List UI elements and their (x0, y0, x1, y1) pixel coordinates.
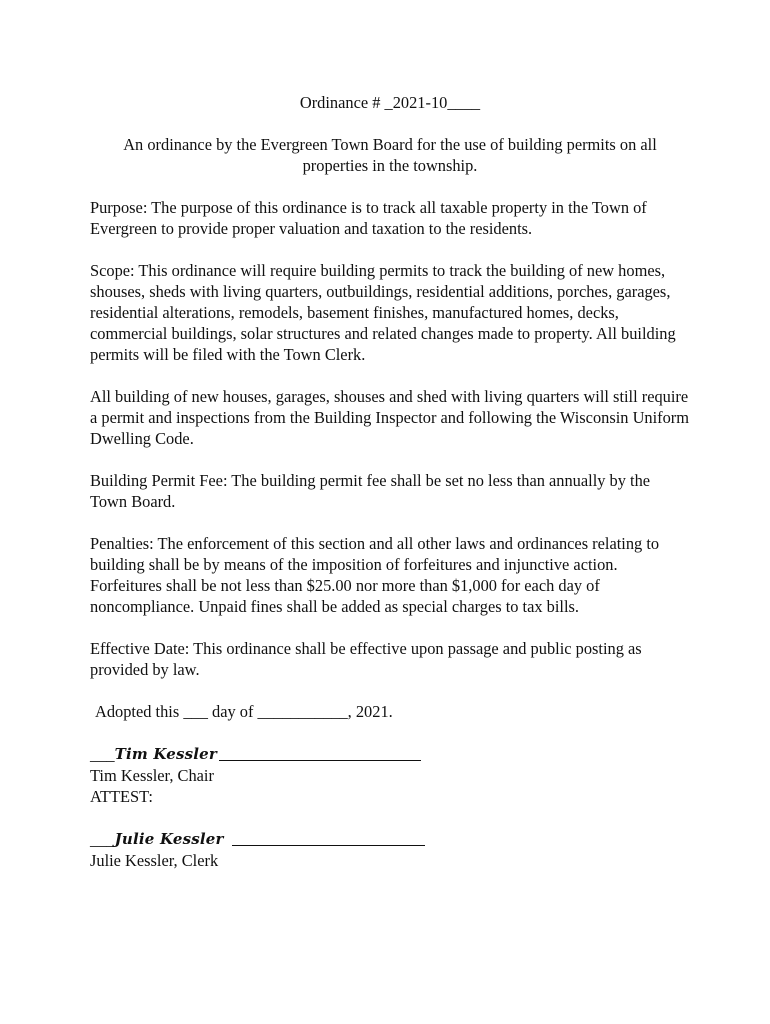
ordinance-document (90, 92, 690, 871)
penalties-paragraph: Penalties: The enforcement of this section and all other laws and ordinances relating to building shall be by means of the imposition of forfeitures and injunctive action. Forfeitures shall be not less than $25.00 nor more than $1,000 for each day of noncompliance. Unpaid fines shall be added as special charges to tax bills. (90, 534, 660, 616)
clerk-printed-name: Julie Kessler, Clerk (90, 851, 219, 870)
chair-printed-name: Tim Kessler, Chair (90, 766, 214, 785)
purpose-paragraph: Purpose: The purpose of this ordinance is to track all taxable property in the Town of Evergreen to provide proper valuation and taxation to the residents. (90, 198, 647, 238)
inspection-paragraph: All building of new houses, garages, shouses and shed with living quarters will still require a permit and inspections from the Building Inspector and following the Wisconsin Uniform Dwelling Code. (90, 387, 690, 448)
clerk-signature-prefix: ___ (90, 830, 115, 849)
scope-paragraph: Scope: This ordinance will require building permits to track the building of new homes, shouses, sheds with living quarters, outbuildings, residential additions, porches, garages, residential alterations, remodels, basement finishes, manufactured homes, decks, commercial buildings, solar structures and related changes made to property. All building permits will be filed with the Town Clerk. (90, 261, 676, 364)
chair-signature: Tim Kessler (114, 745, 218, 763)
ordinance-title: Ordinance # _2021-10____ (299, 93, 481, 112)
clerk-signature-rule (232, 845, 425, 846)
clerk-signature: Julie Kessler (114, 830, 224, 848)
effective-date-paragraph: Effective Date: This ordinance shall be effective upon passage and public posting as provided by law. (90, 639, 642, 679)
chair-signature-prefix: ___ (90, 745, 115, 764)
chair-signature-line (90, 743, 690, 765)
clerk-signature-line (90, 828, 690, 850)
attest-label: ATTEST: (90, 787, 153, 806)
ordinance-intro: An ordinance by the Evergreen Town Board for the use of building permits on all properties in the township. (123, 135, 657, 175)
adopted-line: Adopted this ___ day of ___________, 2021. (95, 702, 393, 721)
chair-signature-rule (219, 760, 421, 761)
permit-fee-paragraph: Building Permit Fee: The building permit fee shall be set no less than annually by the Town Board. (90, 471, 651, 511)
